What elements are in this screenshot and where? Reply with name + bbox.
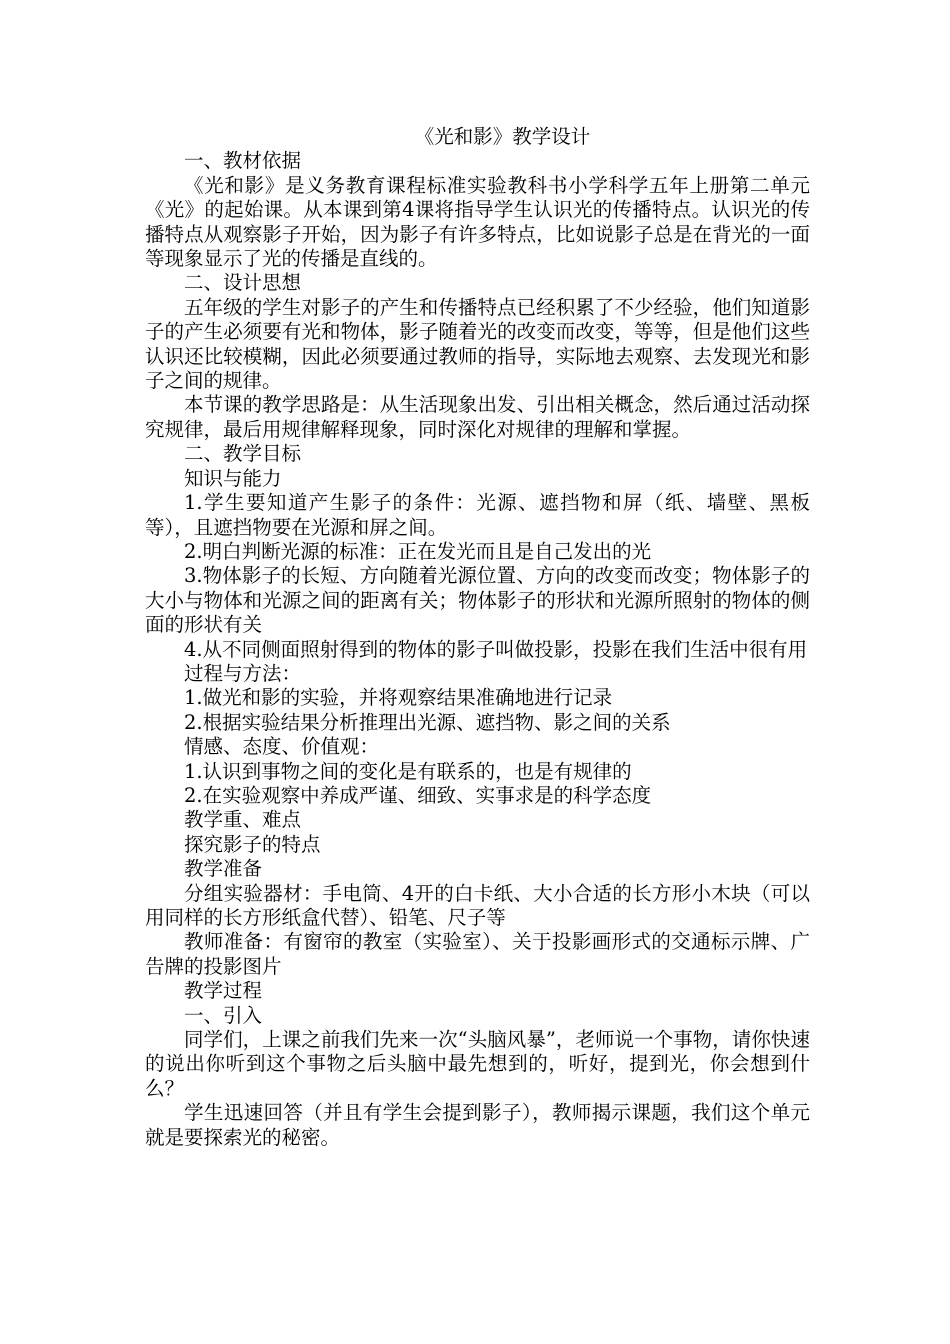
section-heading: 情感、态度、价值观： bbox=[184, 735, 380, 759]
paragraph: 探究影子的特点 bbox=[184, 832, 321, 856]
paragraph: 2.明白判断光源的标准：正在发光而且是自己发出的光 bbox=[184, 539, 652, 563]
paragraph: 3.物体影子的长短、方向随着光源位置、方向的改变而改变；物体影子的大小与物体和光源之间的距离有关；物体影子的形状和光源所照射的物体的侧面的形状有关 bbox=[145, 564, 810, 637]
section-heading: 过程与方法： bbox=[184, 661, 302, 685]
paragraph: 五年级的学生对影子的产生和传播特点已经积累了不少经验，他们知道影子的产生必须要有光和物体，影子随着光的改变而改变，等等，但是他们这些认识还比较模糊，因此必须要通过教师的指导，实际地去观察、去发现光和影子之间的规律。 bbox=[145, 295, 810, 393]
paragraph: 分组实验器材：手电筒、4开的白卡纸、大小合适的长方形小木块（可以用同样的长方形纸盒代替）、铅笔、尺子等 bbox=[145, 881, 810, 929]
document-body bbox=[145, 149, 810, 1150]
paragraph: 2.根据实验结果分析推理出光源、遮挡物、影之间的关系 bbox=[184, 710, 671, 734]
section-heading: 教学过程 bbox=[184, 979, 263, 1003]
document-title: 《光和影》教学设计 bbox=[414, 125, 591, 148]
paragraph: 1.做光和影的实验，并将观察结果准确地进行记录 bbox=[184, 686, 613, 710]
paragraph: 教师准备：有窗帘的教室（实验室）、关于投影画形式的交通标示牌、广告牌的投影图片 bbox=[145, 930, 810, 978]
section-heading: 二、教学目标 bbox=[184, 442, 302, 466]
section-heading: 一、教材依据 bbox=[184, 149, 302, 173]
paragraph: 2.在实验观察中养成严谨、细致、实事求是的科学态度 bbox=[184, 783, 652, 807]
paragraph: 1.学生要知道产生影子的条件：光源、遮挡物和屏（纸、墙壁、黑板等），且遮挡物要在光源和屏之间。 bbox=[145, 491, 810, 539]
section-heading: 二、设计思想 bbox=[184, 271, 302, 295]
paragraph: 1.认识到事物之间的变化是有联系的，也是有规律的 bbox=[184, 759, 632, 783]
document-page bbox=[145, 125, 810, 1150]
paragraph: 同学们，上课之前我们先来一次“头脑风暴”，老师说一个事物，请你快速的说出你听到这个事物之后头脑中最先想到的，听好，提到光，你会想到什么？ bbox=[145, 1028, 810, 1100]
paragraph: 本节课的教学思路是：从生活现象出发、引出相关概念，然后通过活动探究规律，最后用规律解释现象，同时深化对规律的理解和掌握。 bbox=[145, 393, 810, 441]
paragraph: 4.从不同侧面照射得到的物体的影子叫做投影，投影在我们生活中很有用 bbox=[184, 637, 808, 661]
paragraph: 《光和影》是义务教育课程标准实验教科书小学科学五年上册第二单元《光》的起始课。从本课到第4课将指导学生认识光的传播特点。认识光的传播特点从观察影子开始，因为影子有许多特点，比如说影子总是在背光的一面等现象显示了光的传播是直线的。 bbox=[145, 173, 810, 271]
section-heading: 知识与能力 bbox=[184, 466, 282, 490]
section-heading: 教学准备 bbox=[184, 857, 263, 881]
section-heading: 一、引入 bbox=[184, 1003, 263, 1027]
paragraph: 学生迅速回答（并且有学生会提到影子），教师揭示课题，我们这个单元就是要探索光的秘密。 bbox=[145, 1101, 810, 1149]
section-heading: 教学重、难点 bbox=[184, 808, 302, 832]
